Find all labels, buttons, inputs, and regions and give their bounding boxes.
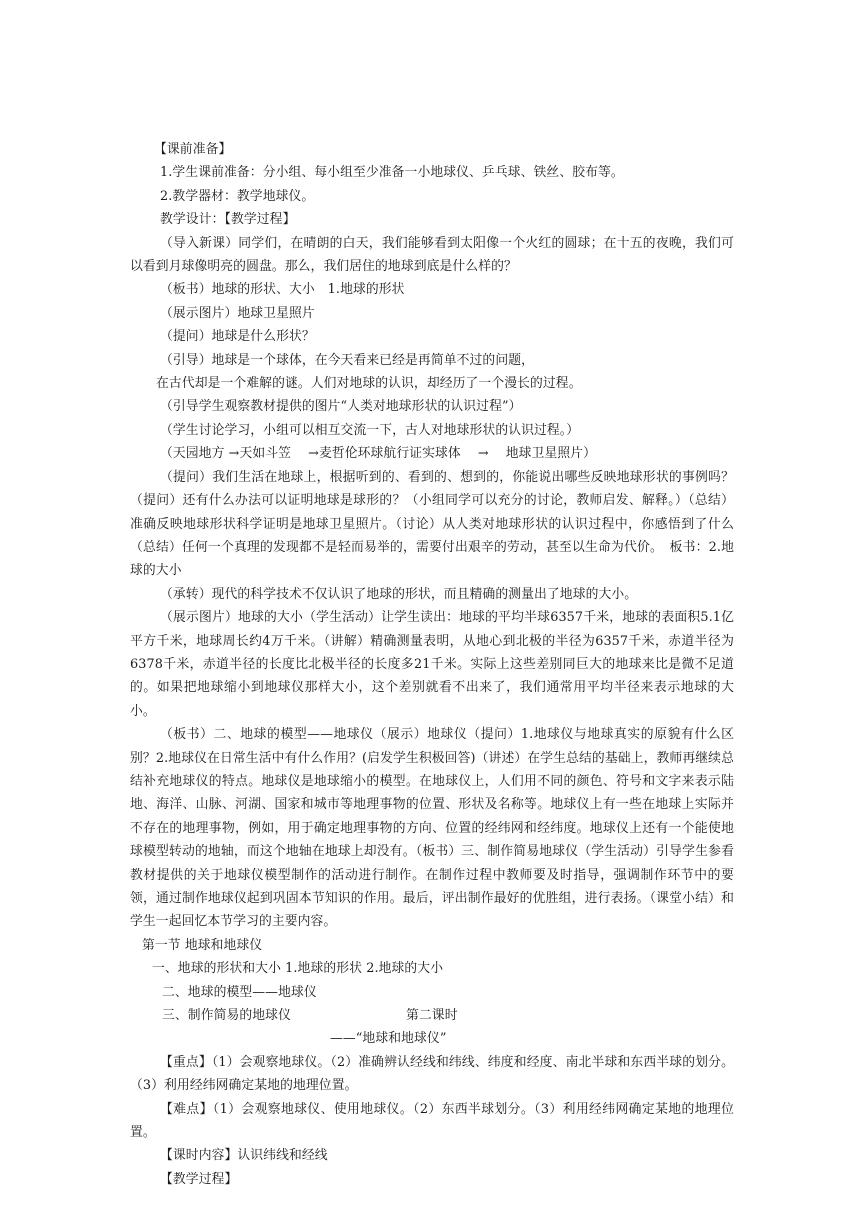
- outline-item-3: 三、制作简易的地球仪: [162, 1008, 291, 1024]
- outline-section-title: 第一节 地球和地球仪: [142, 937, 263, 953]
- paragraph-question-shape: （提问）地球是什么形状？: [160, 329, 315, 345]
- paragraph-difficult-points: 【难点】（1）会观察地球仪、使用地球仪。（2）东西半球划分。（3）利用经纬网确定某地的地理位置。: [130, 1101, 734, 1141]
- paragraph-guide-observe: （引导学生观察教材提供的图片“人类对地球形状的认识过程”）: [160, 399, 522, 415]
- paragraph-student-discussion: （学生讨论学习，小组可以相互交流一下，古人对地球形状的认识过程。）: [160, 422, 580, 438]
- paragraph-globe-model: （板书）二、地球的模型——地球仪（展示）地球仪（提问）1.地球仪与地球真实的原貌有什么区别？2.地球仪在日常生活中有什么作用？(启发学生积极回答)（讲述）在学生总结的基础上，教师再继续总结补充地球仪的特点。地球仪是地球缩小的模型。在地球仪上，人们用不同的颜色、符号和文字来表示陆地、海洋、山脉、河湖、国家和城市等地理事物的位置、形状及名称等。地球仪上有一些在地球上实际并不存在的地理事物，例如，用于确定地理事物的方向、位置的经纬网和经纬度。地球仪上还有一个能使地球模型转动的地轴，而这个地轴在地球上却没有。（板书）三、制作简易地球仪（学生活动）引导学生参看教材提供的关于地球仪模型制作的活动进行制作。在制作过程中教师要及时指导，强调制作环节中的要领，通过制作地球仪起到巩固本节知识的作用。最后，评出制作最好的优胜组，进行表扬。（课堂小结）和学生一起回忆本节学习的主要内容。: [130, 727, 734, 930]
- lesson-label: 第二课时: [406, 1008, 458, 1024]
- paragraph-earth-size: （展示图片）地球的大小（学生活动）让学生读出：地球的平均半球6357千米，地球的表面积5.1亿平方千米，地球周长约4万千米。（讲解）精确测量表明，从地心到北极的半径为6357千米，赤道半径为6378千米，赤道半径的长度比北极半径的长度多21千米。实际上这些差别同巨大的地球来比是微不足道的。如果把地球缩小到地球仪那样大小，这个差别就看不出来了，我们通常用平均半径来表示地球的大小。: [130, 610, 734, 719]
- paragraph-ancient-mystery: 在古代却是一个难解的谜。人们对地球的认识，却经历了一个漫长的过程。: [156, 376, 582, 392]
- paragraph-cognition-process: （天园地方 →天如斗笠 →麦哲伦环球航行证实球体 → 地球卫星照片）: [160, 446, 597, 462]
- section-heading-teaching-process: 【教学过程】: [160, 1171, 238, 1187]
- paragraph-teaching-design: 教学设计：【教学过程】: [160, 212, 296, 228]
- paragraph-key-points: 【重点】（1）会观察地球仪。（2）准确辨认经线和纬线、纬度和经度、南北半球和东西半球的划分。（3）利用经纬网确定某地的地理位置。: [130, 1054, 734, 1094]
- paragraph-transition: （承转）现代的科学技术不仅认识了地球的形状，而且精确的测量出了地球的大小。: [160, 586, 638, 602]
- paragraph-guide-sphere: （引导）地球是一个球体，在今天看来已经是再简单不过的问题，: [160, 352, 535, 368]
- outline-item-1: 一、地球的形状和大小 1.地球的形状 2.地球的大小: [152, 961, 444, 977]
- paragraph-board-shape-size: （板书）地球的形状、大小 1.地球的形状: [160, 282, 405, 298]
- outline-item-3-row: [130, 1004, 734, 1027]
- lesson-subtitle: ——“地球和地球仪”: [330, 1031, 447, 1047]
- paragraph-introduction: （导入新课）同学们，在晴朗的白天，我们能够看到太阳像一个火红的圆球；在十五的夜晚，我们可以看到月球像明亮的圆盘。那么，我们居住的地球到底是什么样的？: [130, 235, 734, 275]
- paragraph-question-examples: （提问）我们生活在地球上，根据听到的、看到的、想到的，你能说出哪些反映地球形状的事例吗？（提问）还有什么办法可以证明地球是球形的？（小组同学可以充分的讨论，教师启发、解释。）（总结）准确反映地球形状科学证明是地球卫星照片。（讨论）从人类对地球形状的认识过程中，你感悟到了什么（总结）任何一个真理的发现都不是轻而易举的，需要付出艰辛的劳动，甚至以生命为代价。 板书：2.地球的大小: [130, 469, 734, 579]
- paragraph-lesson-content: 【课时内容】认识纬线和经线: [160, 1148, 328, 1164]
- section-heading-preparation: 【课前准备】: [154, 142, 232, 157]
- document-body: [130, 138, 734, 1191]
- paragraph-show-satellite-photo: （展示图片）地球卫星照片: [160, 305, 315, 321]
- paragraph-teaching-equipment: 2.教学器材：教学地球仪。: [160, 188, 315, 204]
- paragraph-student-preparation: 1.学生课前准备：分小组、每小组至少准备一小地球仪、乒乓球、铁丝、胶布等。: [160, 165, 624, 181]
- outline-item-2: 二、地球的模型——地球仪: [162, 984, 317, 1000]
